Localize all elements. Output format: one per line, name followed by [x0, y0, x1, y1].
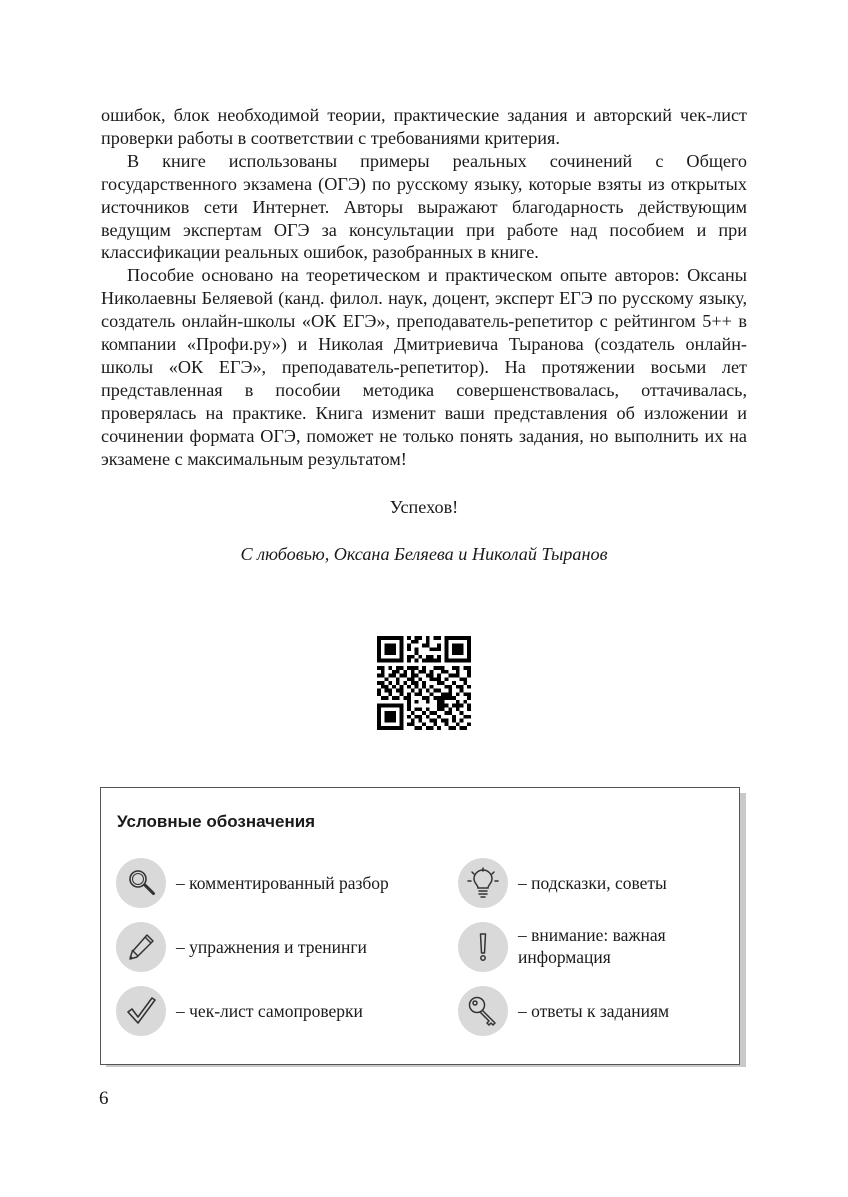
legend-item-commented-analysis — [116, 858, 389, 908]
magnifier-icon — [116, 858, 166, 908]
legend-label: – ответы к заданиям — [518, 1001, 670, 1021]
paragraph-3: Пособие основано на теоретическом и практическом опыте авторов: Оксаны Николаевны Беляевой (канд. филол. наук, доцент, эксперт ЕГЭ по русскому языку, создатель онлайн-школы «ОК ЕГЭ», преподаватель-репетитор с рейтингом 5++ в компании «Профи.ру») и Николая Дмитриевича Тыранова (создатель онлайн-школы «ОК ЕГЭ», преподаватель-репетитор). На протяжении восьми лет представленная в пособии методика совершенствовалась, оттачивалась, проверялась на практике. Книга изменит ваши представления об изложении и сочинении формата ОГЭ, поможет не только понять задания, но выполнить их на экзамене с максимальным результатом! — [101, 265, 747, 469]
page-number: 6 — [99, 1088, 109, 1109]
legend-item-tips — [458, 858, 667, 908]
signature: С любовью, Оксана Беляева и Николай Тыранов — [240, 544, 608, 564]
lightbulb-icon — [458, 858, 508, 908]
legend-box — [100, 787, 740, 1065]
legend-item-self-check — [116, 986, 363, 1036]
legend-label: – подсказки, советы — [518, 873, 667, 893]
paragraph-1: ошибок, блок необходимой теории, практические задания и авторский чек-лист проверки работы в соответствии с требованиями критерия. — [101, 105, 747, 148]
legend-label: – комментированный разбор — [176, 873, 389, 893]
legend-item-answers — [458, 986, 669, 1036]
pencil-icon — [116, 922, 166, 972]
legend-title: Условные обозначения — [117, 812, 316, 831]
exclamation-icon — [458, 922, 508, 972]
checkmark-icon — [116, 986, 166, 1036]
key-icon — [458, 986, 508, 1036]
qr-code[interactable] — [377, 636, 471, 730]
legend-label: – чек-лист самопроверки — [176, 1001, 363, 1021]
legend-label: – упражнения и тренинги — [176, 937, 367, 957]
legend-item-exercises — [116, 922, 367, 972]
main-text — [101, 104, 747, 471]
paragraph-2: В книге использованы примеры реальных сочинений с Общего государственного экзамена (ОГЭ) по русскому языку, которые взяты из открытых источников сети Интернет. Авторы выражают благодарность действующим ведущим экспертам ОГЭ за консультации при работе над пособием и при классификации реальных ошибок, разобранных в книге. — [101, 150, 747, 263]
legend-item-attention — [458, 922, 666, 972]
legend-label: – внимание: важная информация — [518, 925, 666, 967]
greeting: Успехов! — [389, 497, 459, 517]
